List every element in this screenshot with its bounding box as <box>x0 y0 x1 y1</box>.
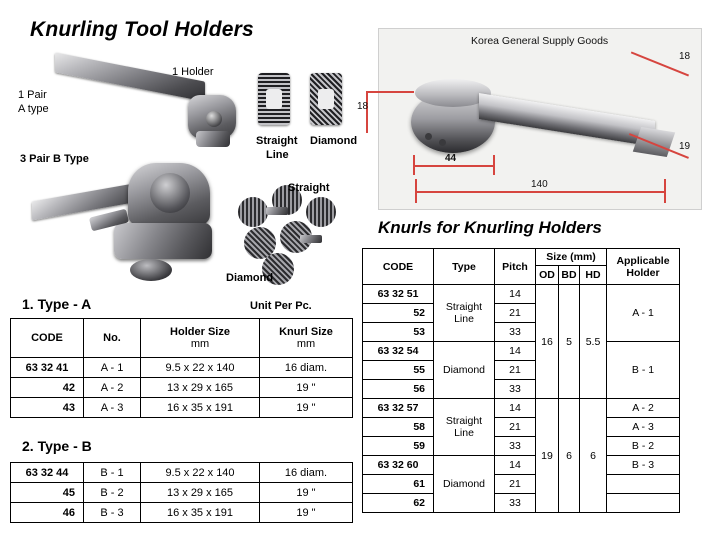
th-knurl-size <box>260 319 353 358</box>
cell-od: 16 <box>536 285 559 399</box>
cell-type: Diamond <box>434 342 495 399</box>
table-header-row <box>363 249 680 266</box>
th-type: Type <box>434 249 495 285</box>
cell-knurl: 19 " <box>260 378 353 398</box>
cell-pitch: 33 <box>495 437 536 456</box>
cell-pitch: 33 <box>495 380 536 399</box>
cell-code: 59 <box>363 437 434 456</box>
page-title: Knurling Tool Holders <box>30 18 254 41</box>
table-row <box>363 437 680 456</box>
cell-holder: B - 2 <box>607 437 680 456</box>
cell-code: 63 32 60 <box>363 456 434 475</box>
holder-ring-lower <box>150 173 190 213</box>
dim-text-18-right: 18 <box>679 51 691 62</box>
cell-holder: 16 x 35 x 191 <box>141 398 260 418</box>
cell-hd: 6 <box>580 399 607 513</box>
table-row <box>11 483 353 503</box>
knurl-closeup-diamond-bore <box>318 89 334 109</box>
cell-holder: A - 2 <box>607 399 680 418</box>
cell-code: 63 32 54 <box>363 342 434 361</box>
cell-knurl: 19 " <box>260 483 353 503</box>
label-straight-line-2: Line <box>266 149 289 161</box>
table-row <box>363 285 680 304</box>
cell-knurl: 19 " <box>260 503 353 523</box>
holder-pivot-upper <box>206 111 222 127</box>
table-row <box>363 494 680 513</box>
cell-holder: 9.5 x 22 x 140 <box>141 463 260 483</box>
dim-tick-44-left <box>413 155 415 175</box>
type-a-table <box>10 318 353 418</box>
cell-code: 53 <box>363 323 434 342</box>
unit-per-pc-label: Unit Per Pc. <box>250 300 312 312</box>
section-a-title: 1. Type - A <box>22 296 92 312</box>
cell-code: 63 32 57 <box>363 399 434 418</box>
cell-type <box>434 399 495 456</box>
cell-type-line2: Line <box>454 427 474 439</box>
dim-line-44 <box>413 165 495 167</box>
th-pitch: Pitch <box>495 249 536 285</box>
cell-type <box>434 285 495 342</box>
label-straight: Straight <box>288 182 330 194</box>
holder-dimension-photo <box>357 28 702 210</box>
cell-holder: A - 3 <box>607 418 680 437</box>
label-one-pair-a-line1: 1 Pair <box>18 89 47 101</box>
cell-hd: 5.5 <box>580 285 607 399</box>
cell-pitch: 21 <box>495 475 536 494</box>
cell-holder: 13 x 29 x 165 <box>141 483 260 503</box>
cell-holder: 9.5 x 22 x 140 <box>141 358 260 378</box>
knurl-closeup-straight-bore <box>266 89 282 109</box>
dim-line-140 <box>415 191 665 193</box>
cell-bd: 5 <box>559 285 580 399</box>
table-row <box>363 475 680 494</box>
label-one-pair-a-line2: A type <box>18 103 49 115</box>
table-header-row <box>11 319 353 358</box>
table-row <box>11 358 353 378</box>
cell-no: A - 2 <box>84 378 141 398</box>
cell-no: A - 3 <box>84 398 141 418</box>
cell-pitch: 21 <box>495 418 536 437</box>
th-code: CODE <box>363 249 434 285</box>
knurl-shaft-1 <box>266 207 288 215</box>
label-diamond: Diamond <box>226 272 274 284</box>
holder-shank-bar <box>479 93 655 147</box>
th-holder-size <box>141 319 260 358</box>
dim-tick-44-right <box>493 155 495 175</box>
th-code: CODE <box>11 319 84 358</box>
th-holder: Holder <box>626 266 660 279</box>
cell-code: 63 32 44 <box>11 463 84 483</box>
knurl-wheel-straight-3 <box>306 197 336 227</box>
cell-code: 63 32 51 <box>363 285 434 304</box>
cell-pitch: 21 <box>495 361 536 380</box>
table-row <box>11 398 353 418</box>
dim-text-19: 19 <box>679 141 691 152</box>
cell-pitch: 33 <box>495 323 536 342</box>
holder-hole-1 <box>425 133 432 140</box>
dim-line-18-left <box>366 91 368 133</box>
th-no: No. <box>84 319 141 358</box>
knurling-tool-holders-photo <box>10 45 370 295</box>
cell-pitch: 14 <box>495 399 536 418</box>
cell-holder-empty <box>607 475 680 494</box>
table-row <box>11 378 353 398</box>
photo-caption: Korea General Supply Goods <box>471 35 609 47</box>
cell-knurl: 16 diam. <box>260 358 353 378</box>
cell-pitch: 33 <box>495 494 536 513</box>
table-row <box>11 463 353 483</box>
cell-code: 52 <box>363 304 434 323</box>
cell-no: B - 1 <box>84 463 141 483</box>
th-hd: HD <box>580 266 607 285</box>
holder-jaw-upper <box>196 131 230 147</box>
cell-holder: B - 1 <box>607 342 680 399</box>
cell-od: 19 <box>536 399 559 513</box>
table-row <box>363 418 680 437</box>
th-applicable: Applicable <box>616 254 670 267</box>
cell-pitch: 14 <box>495 285 536 304</box>
cell-code: 63 32 41 <box>11 358 84 378</box>
cell-code: 58 <box>363 418 434 437</box>
cell-no: B - 2 <box>84 483 141 503</box>
holder-base-lower <box>114 223 212 259</box>
cell-code: 56 <box>363 380 434 399</box>
cell-bd: 6 <box>559 399 580 513</box>
cell-holder: 16 x 35 x 191 <box>141 503 260 523</box>
th-holder-size-unit: mm <box>190 338 210 350</box>
cell-knurl: 19 " <box>260 398 353 418</box>
th-od: OD <box>536 266 559 285</box>
cell-type: Diamond <box>434 456 495 513</box>
label-straight-line-1: Straight <box>256 135 298 147</box>
th-size: Size (mm) <box>536 249 607 266</box>
cell-code: 43 <box>11 398 84 418</box>
th-bd: BD <box>559 266 580 285</box>
knurls-spec-table <box>362 248 680 513</box>
label-three-pair-b: 3 Pair B Type <box>20 153 89 165</box>
cell-holder: B - 3 <box>607 456 680 475</box>
knurl-wheel-straight-1 <box>238 197 268 227</box>
dim-text-18-left: 18 <box>357 101 369 112</box>
cell-no: B - 3 <box>84 503 141 523</box>
table-row <box>363 342 680 361</box>
th-knurl-size-text: Knurl Size <box>279 326 333 338</box>
holder-knob-lower <box>130 259 172 281</box>
table-row <box>11 503 353 523</box>
knurls-section-title: Knurls for Knurling Holders <box>378 218 602 237</box>
label-diamond-top: Diamond <box>310 135 358 147</box>
th-holder-size-text: Holder Size <box>170 326 230 338</box>
dim-tick-140-left <box>415 179 417 203</box>
dim-text-140: 140 <box>531 179 548 190</box>
section-b-title: 2. Type - B <box>22 438 92 454</box>
cell-knurl: 16 diam. <box>260 463 353 483</box>
cell-holder: A - 1 <box>607 285 680 342</box>
cell-type-line2: Line <box>454 313 474 325</box>
cell-holder: 13 x 29 x 165 <box>141 378 260 398</box>
cell-no: A - 1 <box>84 358 141 378</box>
cell-code: 62 <box>363 494 434 513</box>
table-row <box>363 399 680 418</box>
cell-code: 61 <box>363 475 434 494</box>
type-b-table <box>10 462 353 523</box>
dim-text-44: 44 <box>445 153 457 164</box>
dim-lead-18-left <box>366 91 414 93</box>
cell-pitch: 14 <box>495 342 536 361</box>
cell-type-line1: Straight <box>445 415 483 427</box>
cell-pitch: 14 <box>495 456 536 475</box>
cell-type-line1: Straight <box>445 301 483 313</box>
th-knurl-size-unit: mm <box>296 338 316 350</box>
cell-code: 45 <box>11 483 84 503</box>
label-one-holder: 1 Holder <box>172 66 214 78</box>
table-row <box>363 456 680 475</box>
cell-code: 46 <box>11 503 84 523</box>
dim-tick-140-right <box>664 179 666 203</box>
cell-pitch: 21 <box>495 304 536 323</box>
cell-code: 55 <box>363 361 434 380</box>
cell-code: 42 <box>11 378 84 398</box>
th-applicable-holder <box>607 249 680 285</box>
holder-hole-2 <box>439 139 446 146</box>
knurl-shaft-2 <box>300 235 322 243</box>
cell-holder-empty <box>607 494 680 513</box>
